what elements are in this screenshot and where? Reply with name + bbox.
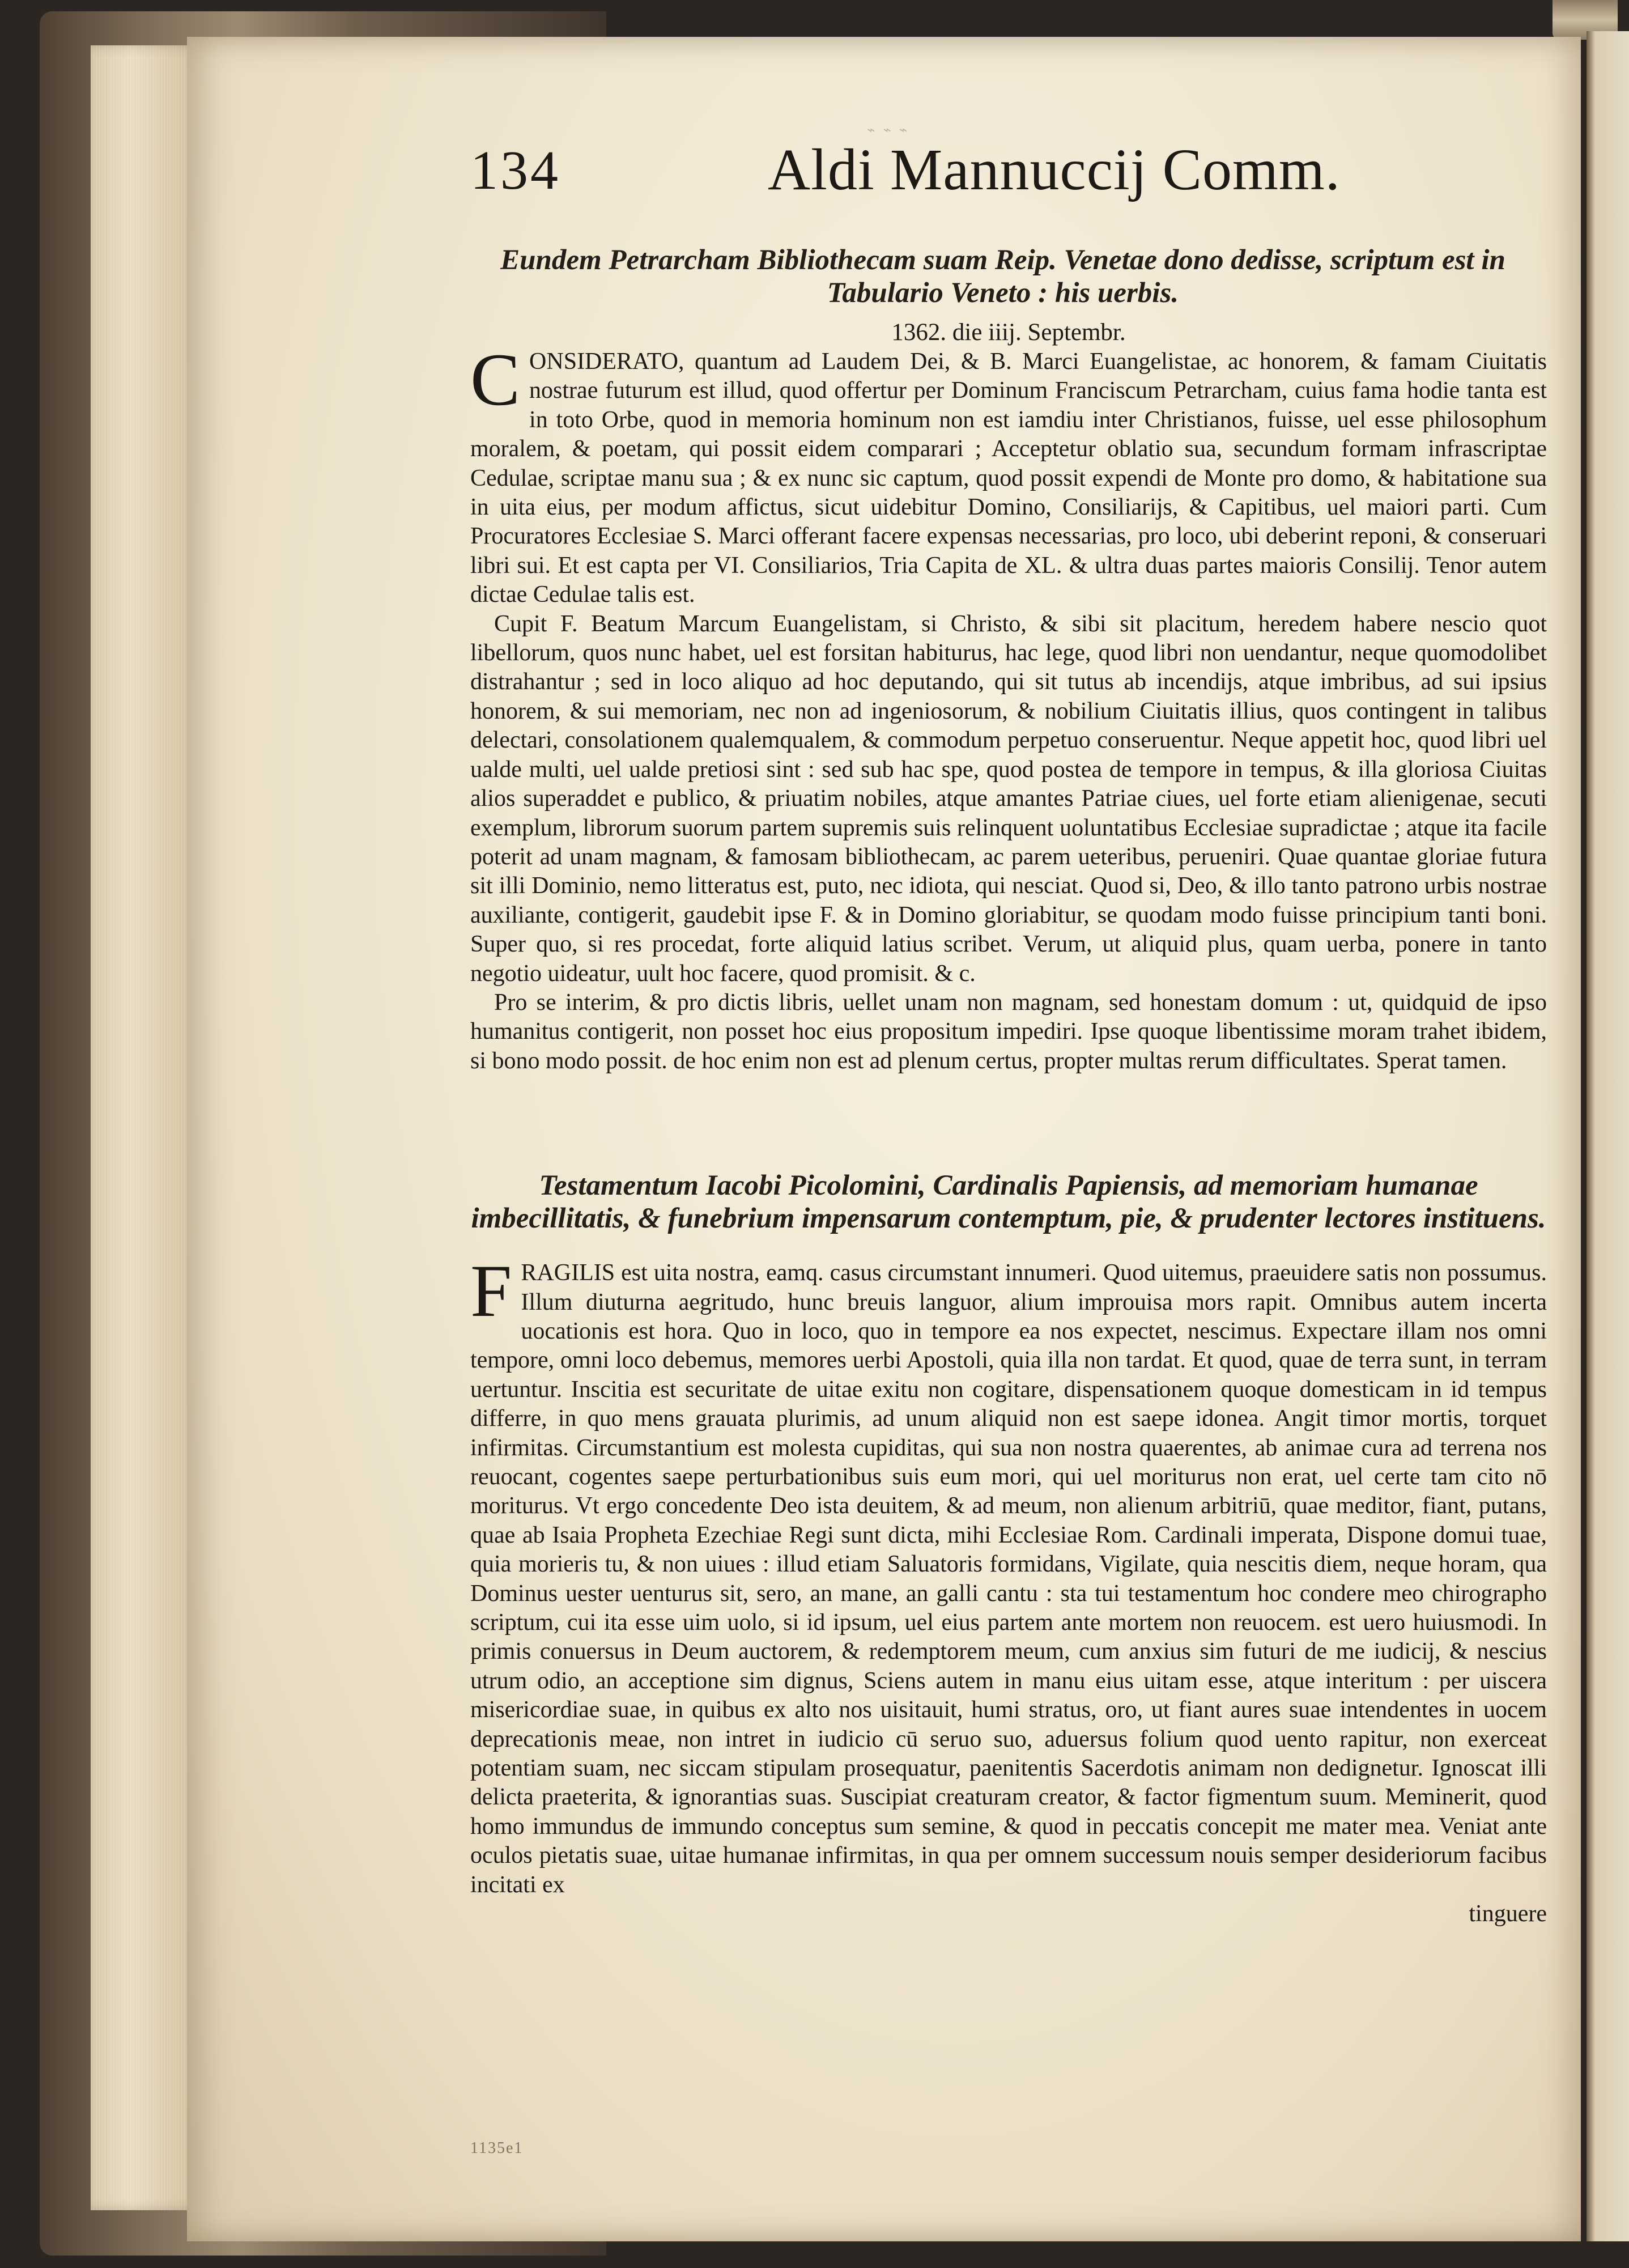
document-date: 1362. die iiij. Septembr.	[891, 319, 1126, 346]
faint-ornament: ⌁ ⌁ ⌁	[867, 123, 910, 138]
cedula-paragraph: Cupit F. Beatum Marcum Euangelistam, si Christo, & sibi sit placitum, heredem habere nescio quot libellorum, quos nunc habet, uel est forsitan habiturus, hac lege, quod libri non uendantur, neque quomodolibet distrahantur ; sed in loco aliquo ad hoc deputando, qui sit tutus ab incendijs, atque imbribus, ad sui ipsius honorem, & sui memoriam, nec non ad ingeniosorum, & nobilium Ciuitatis illius, quos contingent in talibus delectari, consolationem qualemqualem, & commodum perpetuo conseruentur. Neque appetit hoc, quod libri uel ualde multi, uel ualde pretiosi sint : sed sub hac spe, quod postea de tempore in tempus, & illa gloriosa Ciuitas alios superaddet e publico, & priuatim nobiles, atque amantes Patriae ciues, uel forte etiam alienigenae, secuti exemplum, librorum suorum partem supremis suis relinquent uoluntatibus Ecclesiae supradictae ; atque ita facile poterit ad unam magnam, & famosam bibliothecam, ac parem ueteribus, perueniri. Quae quantae gloriae futura sit illi Dominio, nemo litteratus est, puto, nec idiota, qui nesciat. Quod si, Deo, & illo tanto patrono urbis nostrae auxiliante, contigerit, gaudebit ipse F. & in Domino gloriabitur, se quodam modo fuisse principium tanti boni. Super quo, si res procedat, forte aliquid latius scribet. Verum, ut aliquid plus, quam uerba, ponere in tanto negotio uideatur, uult hoc facere, quod promisit. & c.	[470, 610, 1547, 987]
fragilis-text: RAGILIS est uita nostra, eamq. casus circumstant innumeri. Quod uitemus, praeuidere satis non possumus. Illum diuturna aegritudo, hunc breuis languor, alium improuisa mors rapit. Omnibus autem incerta uocationis est hora. Quo in loco, quo in tempore ea nos expectet, nescimus. Expectare illam nos omni tempore, omni loco debemus, memores uerbi Apostoli, quia illa non tardat. Et quod, quae de terra sunt, in terram uertuntur. Inscitia est securitate de uitae exitu non cogitare, dispensationem quoque domesticam in id tempus differre, in quo mens grauata plurimis, ad unum aliquid non est saepe idonea. Angit timor mortis, torquet infirmitas. Circumstantium est molesta cupiditas, qui sua non nostra quaerentes, ab animae cura ad terrena nos reuocant, cogentes saepe perturbationibus suis eum mori, qui uel moriturus non erat, uel certe tam cito nō moriturus. Vt ergo concedente Deo ista deuitem, & ad meum, non alienum arbitriū, quae meditor, fiant, putans, quae ab Isaia Propheta Ezechiae Regi sunt dicta, mihi Ecclesiae Rom. Cardinali imperata, Dispone domui tuae, quia morieris tu, & non uiues : illud etiam Saluatoris formidans, Vigilate, quia nescitis diem, neque horam, qua Dominus uester uenturus sit, sero, an mane, an galli cantu : sta tui testamentum hoc condere meo chirographo scriptum, cui ita esse uim uolo, si id ipsum, uel eius partem ante mortem non reuocem. est uero huiusmodi. In primis conuersus in Deum auctorem, & redemptorem meum, cum anxius sim futuri de me iudicij, & nescius utrum odio, an acceptione sim dignus, Sciens autem in manu eius uitam esse, atque interitum : per uiscera misericordiae suae, in quibus ex alto nos uisitauit, humi stratus, oro, ut fiant aures suae intendentes in uocem deprecationis meae, non intret in iudicio cū seruo suo, aduersus folium quod uento rapitur, non exerceat potentiam suam, nec siccam stipulam prosequatur, paenitentis Sacerdotis animam non dedignetur. Ignoscat illi delicta praeterita, & ignorantias suas. Suscipiat creaturam creator, & factor figmentum suum. Meminerit, quod homo immundus de immundo conceptus sum semine, & quod in peccatis concepit me mater mea. Veniat ante oculos pietatis suae, uitae humanae infirmitas, in qua per omnem successum nouis semper desideriorum facibus incitati ex	[470, 1260, 1547, 1898]
opposite-page-edge	[1587, 31, 1629, 2241]
section-title-bequest: Eundem Petrarcham Bibliothecam suam Reip. Venetae dono dedisse, scriptum est in Tabulario Veneto : his uerbis.	[500, 244, 1505, 309]
considerato-paragraph	[470, 338, 1547, 610]
section-title-testament: Testamentum Iacobi Picolomini, Cardinalis Papiensis, ad memoriam humanae imbecillitatis, & funebrium impensarum contemptum, pie, & prudenter lectores instituens.	[471, 1170, 1546, 1235]
page-header	[470, 136, 1547, 232]
page-number: 134	[470, 140, 560, 201]
faded-signature-mark: 1135e1	[470, 2139, 524, 2157]
page-content	[470, 136, 1547, 2157]
running-head: Aldi Mannuccij Comm.	[768, 137, 1341, 202]
section-gap	[470, 1076, 1547, 1169]
fragilis-paragraph	[470, 1249, 1547, 1900]
catchword: tinguere	[1469, 1901, 1547, 1927]
considerato-text: ONSIDERATO, quantum ad Laudem Dei, & B. Marci Euangelistae, ac honorem, & famam Ciuitatis nostrae futurum est illud, quod offertur per Dominum Franciscum Petrarcham, cuius fama hodie tanta est in toto Orbe, quod in memoria hominum non est iamdiu inter Christianos, fuisse, uel esse philosophum moralem, & poetam, qui possit eidem comparari ; Acceptetur oblatio sua, secundum formam infrascriptae Cedulae, scriptae manu sua ; & ex nunc sic captum, quod possit expendi de Monte pro domo, & habitatione sua in uita eius, per modum affictus, sicut uidebitur Domino, Consiliarijs, & Capitibus, uel maiori parti. Cum Procuratores Ecclesiae S. Marci offerant facere expensas necessarias, pro loco, ubi deberint reponi, & conseruari libri sui. Et est capta per VI. Consiliarios, Tria Capita de XL. & ultra duas partes maioris Consilij. Tenor autem dictae Cedulae talis est.	[470, 349, 1547, 608]
title-gap	[470, 1235, 1547, 1259]
drop-cap-c: C	[470, 338, 521, 421]
drop-cap-f: F	[470, 1249, 512, 1333]
domus-paragraph: Pro se interim, & pro dictis libris, uellet unam non magnam, sed honestam domum : ut, quidquid de ipso humanitus contigerit, non posset hoc eius propositum impediri. Ipse quoque libentissime moram trahet ibidem, si bono modo possit. de hoc enim non est ad plenum certus, propter multas rerum difficultates. Sperat tamen.	[470, 989, 1547, 1074]
